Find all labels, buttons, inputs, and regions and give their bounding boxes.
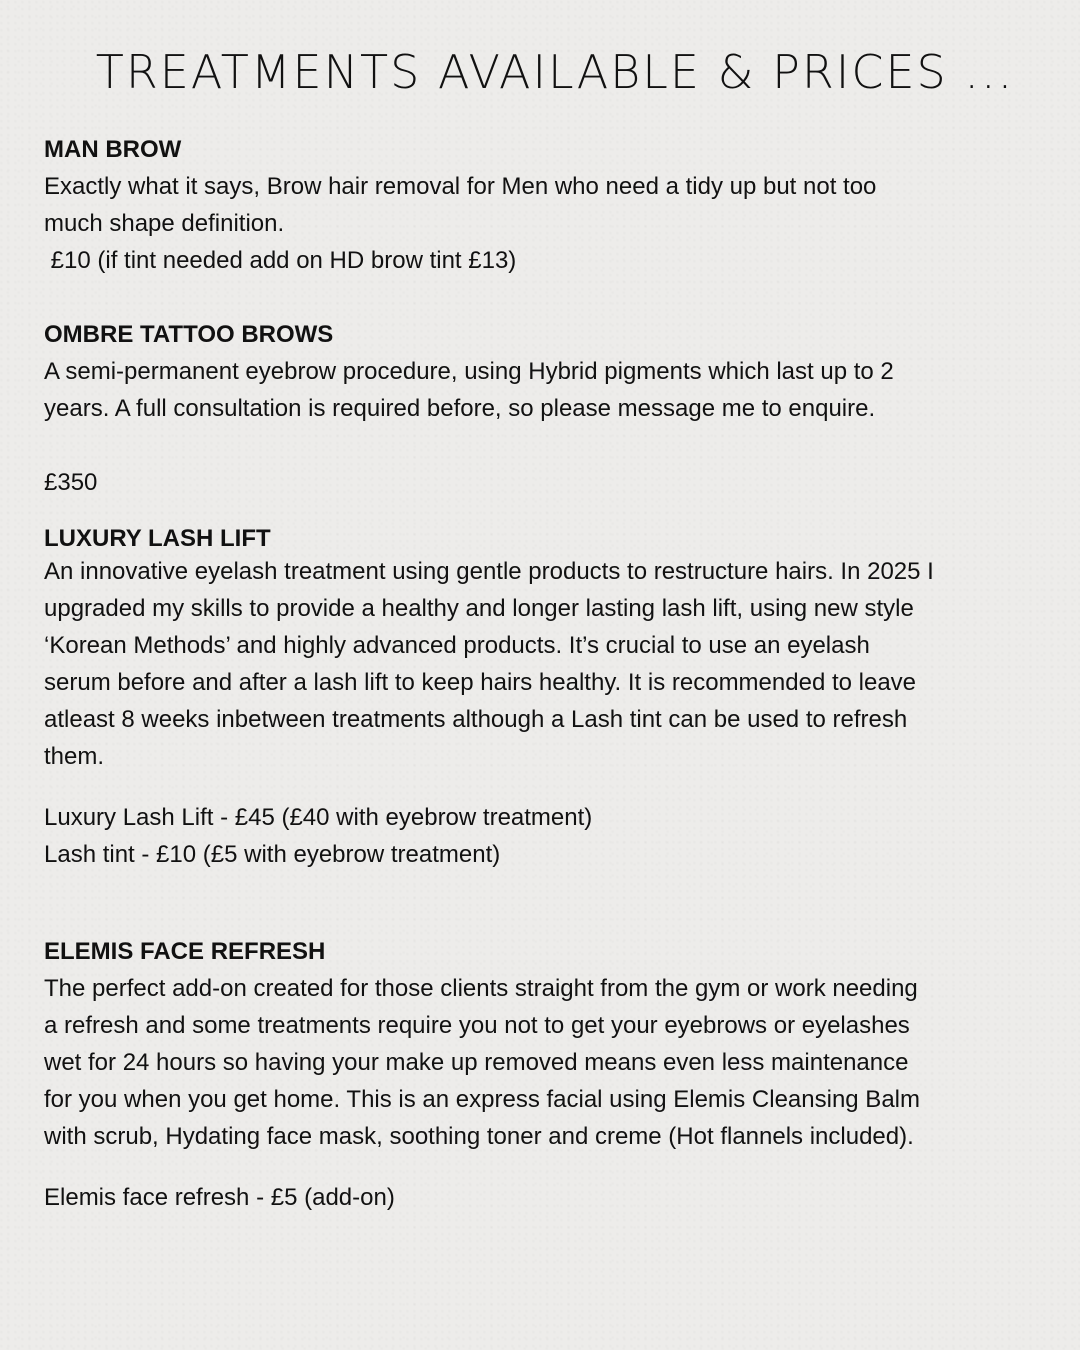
treatment-heading: ELEMIS FACE REFRESH xyxy=(44,938,326,965)
section-spacer xyxy=(44,1155,1044,1179)
treatment-ombre-tattoo-brows xyxy=(44,316,1044,501)
treatment-price: Elemis face refresh - £5 (add-on) xyxy=(44,1184,395,1211)
treatment-description-line: atleast 8 weeks inbetween treatments although a Lash tint can be used to refresh xyxy=(44,706,908,733)
treatment-heading: MAN BROW xyxy=(44,136,182,163)
treatment-elemis-face-refresh xyxy=(44,933,1044,1216)
treatment-heading: LUXURY LASH LIFT xyxy=(44,525,271,552)
treatment-description-line: serum before and after a lash lift to keep hairs healthy. It is recommended to leave xyxy=(44,669,917,696)
treatment-price: £350 xyxy=(44,469,98,496)
treatment-description-line: years. A full consultation is required before, so please message me to enquire. xyxy=(44,395,876,422)
treatment-description-line: them. xyxy=(44,743,105,770)
treatment-price: £10 (if tint needed add on HD brow tint £13) xyxy=(44,247,517,274)
treatment-description-line: Exactly what it says, Brow hair removal for Men who need a tidy up but not too xyxy=(44,173,877,200)
section-spacer xyxy=(44,775,1044,799)
section-spacer xyxy=(44,279,1044,316)
treatment-description-line: for you when you get home. This is an express facial using Elemis Cleansing Balm xyxy=(44,1086,920,1113)
treatment-description-line: with scrub, Hydating face mask, soothing toner and creme (Hot flannels included). xyxy=(44,1123,914,1150)
section-spacer xyxy=(44,873,1044,933)
treatment-heading: OMBRE TATTOO BROWS xyxy=(44,321,334,348)
treatment-description-line: An innovative eyelash treatment using gentle products to restructure hairs. In 2025 I xyxy=(44,558,934,585)
treatment-price: Lash tint - £10 (£5 with eyebrow treatment) xyxy=(44,841,501,868)
treatments-list xyxy=(44,131,1044,1216)
treatment-description-line: A semi-permanent eyebrow procedure, using Hybrid pigments which last up to 2 xyxy=(44,358,894,385)
treatment-description-line: The perfect add-on created for those clients straight from the gym or work needing xyxy=(44,975,918,1002)
treatment-luxury-lash-lift xyxy=(44,525,1044,873)
treatment-description-line: upgraded my skills to provide a healthy and longer lasting lash lift, using new style xyxy=(44,595,914,622)
treatment-description-line: much shape definition. xyxy=(44,210,285,237)
treatment-price: Luxury Lash Lift - £45 (£40 with eyebrow treatment) xyxy=(44,804,593,831)
treatment-description-line: wet for 24 hours so having your make up removed means even less maintenance xyxy=(44,1049,909,1076)
treatment-description-line: a refresh and some treatments require you not to get your eyebrows or eyelashes xyxy=(44,1012,910,1039)
page-title: TREATMENTS AVAILABLE & PRICES ... xyxy=(95,45,1015,99)
section-spacer xyxy=(44,501,1044,525)
treatment-man-brow xyxy=(44,131,1044,279)
section-spacer xyxy=(44,427,1044,464)
treatment-description-line: ‘Korean Methods’ and highly advanced products. It’s crucial to use an eyelash xyxy=(44,632,870,659)
